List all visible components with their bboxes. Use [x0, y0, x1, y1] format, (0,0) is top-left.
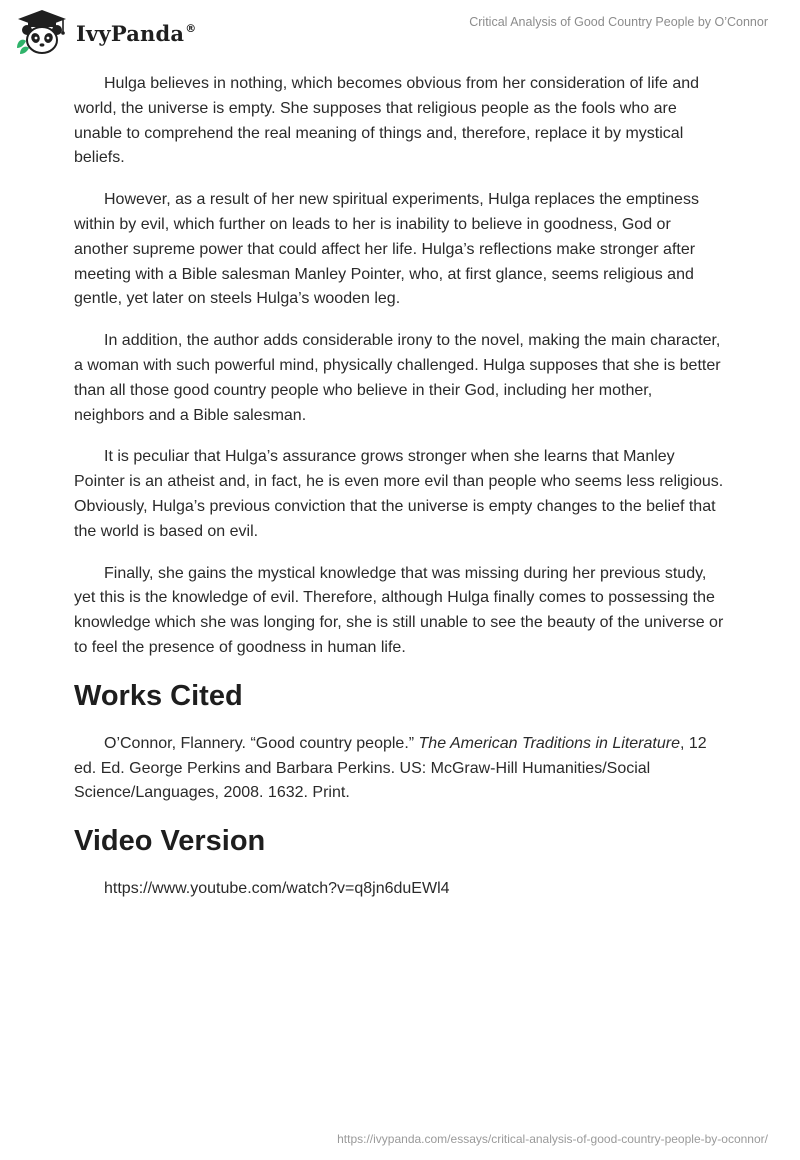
works-cited-heading: Works Cited [74, 679, 243, 712]
essay-content [74, 72, 726, 902]
document-title: Critical Analysis of Good Country People by O’Connor [469, 15, 768, 29]
citation-book-title: The American Traditions in Literature [418, 734, 680, 752]
brand-logo[interactable] [14, 8, 196, 56]
page-header [0, 0, 800, 64]
video-version-heading: Video Version [74, 825, 266, 858]
registered-mark: ® [185, 21, 197, 35]
citation-details: , 12 ed. Ed. George Perkins and Barbara Perkins. US: McGraw-Hill Humanities/Social Science/Languages, 2008. 1632. Print. [74, 734, 707, 802]
panda-logo-icon [14, 8, 70, 56]
citation-entry [74, 732, 726, 806]
footer-source-url[interactable]: https://ivypanda.com/essays/critical-analysis-of-good-country-people-by-oconnor/ [337, 1132, 768, 1146]
paragraph: Hulga believes in nothing, which becomes obvious from her consideration of life and world, the universe is empty. She supposes that religious people as the fools who are unable to comprehend the real meaning of things and, therefore, replace it by mystical beliefs. [74, 75, 700, 167]
paragraph: In addition, the author adds considerable irony to the novel, making the main character, a woman with such powerful mind, physically challenged. Hulga supposes that she is better than all those good country people who believe in their God, including her mother, neighbors and a Bible salesman. [74, 332, 721, 424]
paragraph: Finally, she gains the mystical knowledge that was missing during her previous study, yet this is the knowledge of evil. Therefore, although Hulga finally comes to possessing the knowledge which she was longing for, she is still unable to see the beauty of the universe or to feel the presence of goodness in human life. [74, 564, 724, 656]
paragraph: It is peculiar that Hulga’s assurance grows stronger when she learns that Manley Pointer is an atheist and, in fact, he is even more evil than people who seems less religious. Obviously, Hulga’s previous conviction that the universe is empty changes to the belief that the world is based on evil. [74, 448, 724, 540]
citation-text: O’Connor, Flannery. “Good country people.” [104, 734, 419, 752]
video-link[interactable]: https://www.youtube.com/watch?v=q8jn6duEWl4 [104, 880, 450, 898]
brand-name: IvyPanda® [76, 20, 197, 46]
paragraph: However, as a result of her new spiritual experiments, Hulga replaces the emptiness within by evil, which further on leads to her is inability to believe in goodness, God or another supreme power that could affect her life. Hulga’s reflections make stronger after meeting with a Bible salesman Manley Pointer, who, at first glance, seems religious and gentle, yet later on steels Hulga’s wooden leg. [74, 191, 699, 308]
